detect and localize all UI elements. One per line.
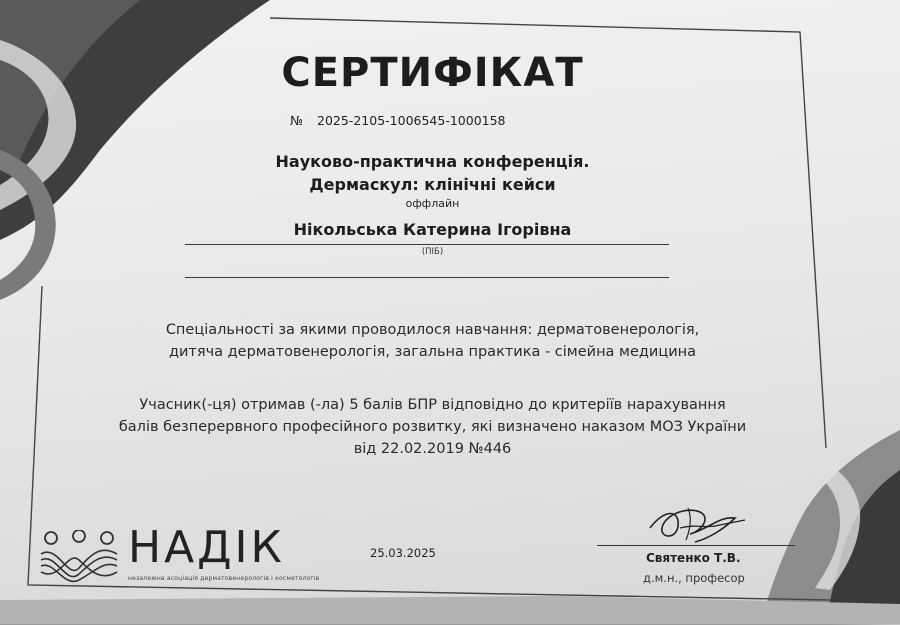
points-line-2: балів безперервного професійного розвитку, які визначено наказом МОЗ України xyxy=(118,419,747,435)
logo-subtitle: незалежна асоціація дерматовенерологів і косметологів xyxy=(128,575,320,582)
blank-underline xyxy=(185,277,669,278)
specialties-line-2: дитяча дерматовенерологія, загальна практика - сімейна медицина xyxy=(168,344,697,360)
certificate-number-line xyxy=(290,113,506,128)
name-underline xyxy=(185,244,669,245)
conference-title-line-1: Науково-практична конференція. xyxy=(275,152,590,171)
certificate-title: СЕРТИФІКАТ xyxy=(281,50,584,96)
signatory-name: Святенко Т.В. xyxy=(646,551,741,565)
points-line-3: від 22.02.2019 №446 xyxy=(353,441,512,457)
cpd-points-text xyxy=(0,394,865,460)
issue-date: 25.03.2025 xyxy=(370,546,436,560)
specialties-line-1: Спеціальності за якими проводилося навчання: дерматовенерологія, xyxy=(165,322,700,338)
certificate-number: 2025-2105-1006545-1000158 xyxy=(317,113,506,128)
specialties-text xyxy=(0,319,865,363)
logo-wordmark: НАДІК xyxy=(128,522,285,573)
number-sign: № xyxy=(290,113,304,128)
signature-line xyxy=(597,545,795,546)
handwritten-signature-icon xyxy=(640,498,750,548)
conference-format: оффлайн xyxy=(405,197,460,210)
participant-name: Нікольська Катерина Ігорівна xyxy=(293,220,572,239)
name-caption: (ПІБ) xyxy=(421,247,444,257)
people-circles-logo-icon xyxy=(38,530,120,586)
conference-title-line-2: Дермаскул: клінічні кейси xyxy=(309,175,556,194)
points-line-1: Учасник(-ця) отримав (-ла) 5 балів БПР відповідно до критеріїв нарахування xyxy=(139,397,726,413)
signatory-title: д.м.н., професор xyxy=(643,571,745,585)
